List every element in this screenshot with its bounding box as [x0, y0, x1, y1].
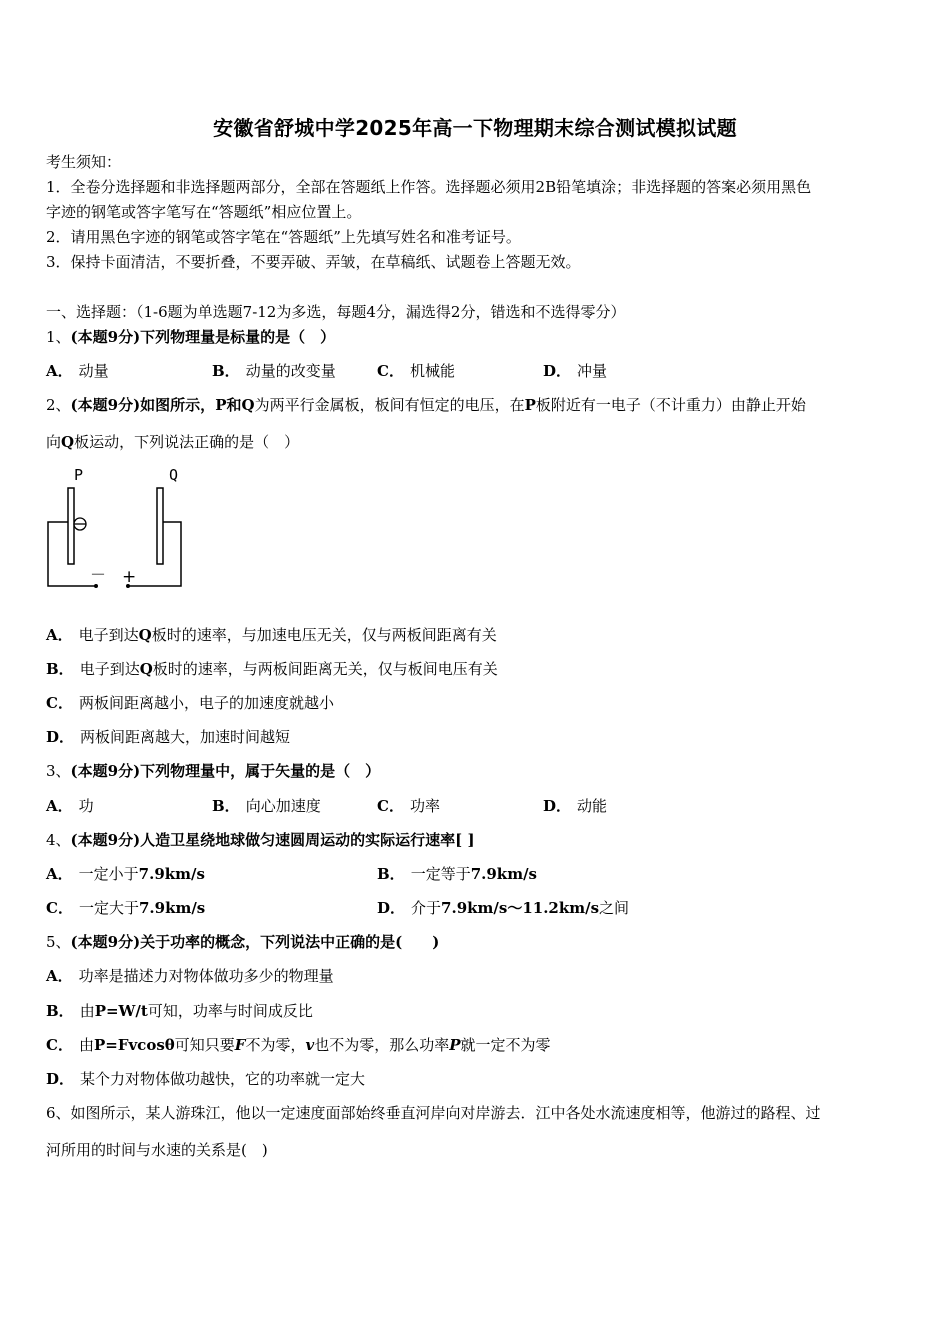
q1-option-b: B． 动量的改变量 — [212, 362, 336, 380]
label-p: P — [74, 466, 84, 484]
question-3: 3、(本题9分)下列物理量中，属于矢量的是（ ） — [46, 762, 381, 780]
q4-option-b: B． 一定等于7.9km/s — [377, 865, 537, 883]
q3-option-a: A． 功 — [46, 797, 94, 815]
page-title: 安徽省舒城中学2025年高一下物理期末综合测试模拟试题 — [213, 116, 737, 140]
question-2-cont: 向Q板运动，下列说法正确的是（ ） — [46, 433, 300, 451]
question-5: 5、(本题9分)关于功率的概念，下列说法中正确的是( ) — [46, 933, 440, 951]
question-number: 1、 — [46, 328, 71, 346]
q3-option-c: C． 功率 — [377, 797, 440, 815]
section-heading: 一、选择题：（1-6题为单选题7-12为多选，每题4分，漏选得2分，错选和不选得零分） — [46, 303, 626, 321]
plus-terminal: + — [122, 567, 137, 587]
q4-option-c: C． 一定大于7.9km/s — [46, 899, 206, 917]
question-6-cont: 河所用的时间与水速的关系是( ) — [46, 1141, 268, 1159]
q3-option-b: B． 向心加速度 — [212, 797, 321, 815]
notice-item-2: 2．请用黑色字迹的钢笔或答字笔在“答题纸”上先填写姓名和准考证号。 — [46, 228, 521, 246]
notice-item-1: 1．全卷分选择题和非选择题两部分，全部在答题纸上作答。选择题必须用2B铅笔填涂；非选择题的答案必须用黑色 — [46, 178, 812, 196]
parallel-plates-figure — [40, 460, 200, 600]
q4-option-d: D． 介于7.9km/s～11.2km/s之间 — [377, 899, 630, 917]
q2-option-b: B． 电子到达Q板时的速率，与两板间距离无关，仅与板间电压有关 — [46, 660, 498, 678]
q1-option-d: D． 冲量 — [543, 362, 608, 380]
q3-option-d: D． 动能 — [543, 797, 608, 815]
notice-heading: 考生须知： — [46, 153, 122, 171]
q5-option-c: C． 由P=Fvcosθ可知只要F不为零，v也不为零，那么功率P就一定不为零 — [46, 1036, 551, 1054]
question-6: 6、如图所示，某人游珠江，他以一定速度面部始终垂直河岸向对岸游去．江中各处水流速度相等，他游过的路程、过 — [46, 1104, 821, 1122]
q2-option-d: D． 两板间距离越大，加速时间越短 — [46, 728, 291, 746]
q5-option-d: D． 某个力对物体做功越快，它的功率就一定大 — [46, 1070, 366, 1088]
q1-option-c: C． 机械能 — [377, 362, 455, 380]
question-1 — [46, 327, 335, 347]
question-4: 4、(本题9分)人造卫星绕地球做匀速圆周运动的实际运行速率[ ] — [46, 831, 475, 849]
q2-option-a: A． 电子到达Q板时的速率，与加速电压无关，仅与两板间距离有关 — [46, 626, 497, 644]
q1-option-a: A． 动量 — [46, 362, 109, 380]
question-stem: (本题9分)下列物理量是标量的是（ ） — [70, 328, 336, 346]
q5-option-a: A． 功率是描述力对物体做功多少的物理量 — [46, 967, 334, 985]
q5-option-b: B． 由P=W/t可知，功率与时间成反比 — [46, 1002, 313, 1020]
label-q: Q — [169, 466, 179, 484]
minus-terminal: － — [90, 565, 107, 584]
q4-option-a: A． 一定小于7.9km/s — [46, 865, 205, 883]
question-2: 2、(本题9分)如图所示，P和Q为两平行金属板，板间有恒定的电压，在P板附近有一电子（不计重力）由静止开始 — [46, 396, 806, 414]
plate-q — [157, 488, 163, 564]
q2-option-c: C． 两板间距离越小，电子的加速度就越小 — [46, 694, 334, 712]
notice-item-3: 3．保持卡面清洁，不要折叠，不要弄破、弄皱，在草稿纸、试题卷上答题无效。 — [46, 253, 581, 271]
plate-p — [68, 488, 74, 564]
notice-item-1-cont: 字迹的钢笔或答字笔写在“答题纸”相应位置上。 — [46, 203, 362, 221]
